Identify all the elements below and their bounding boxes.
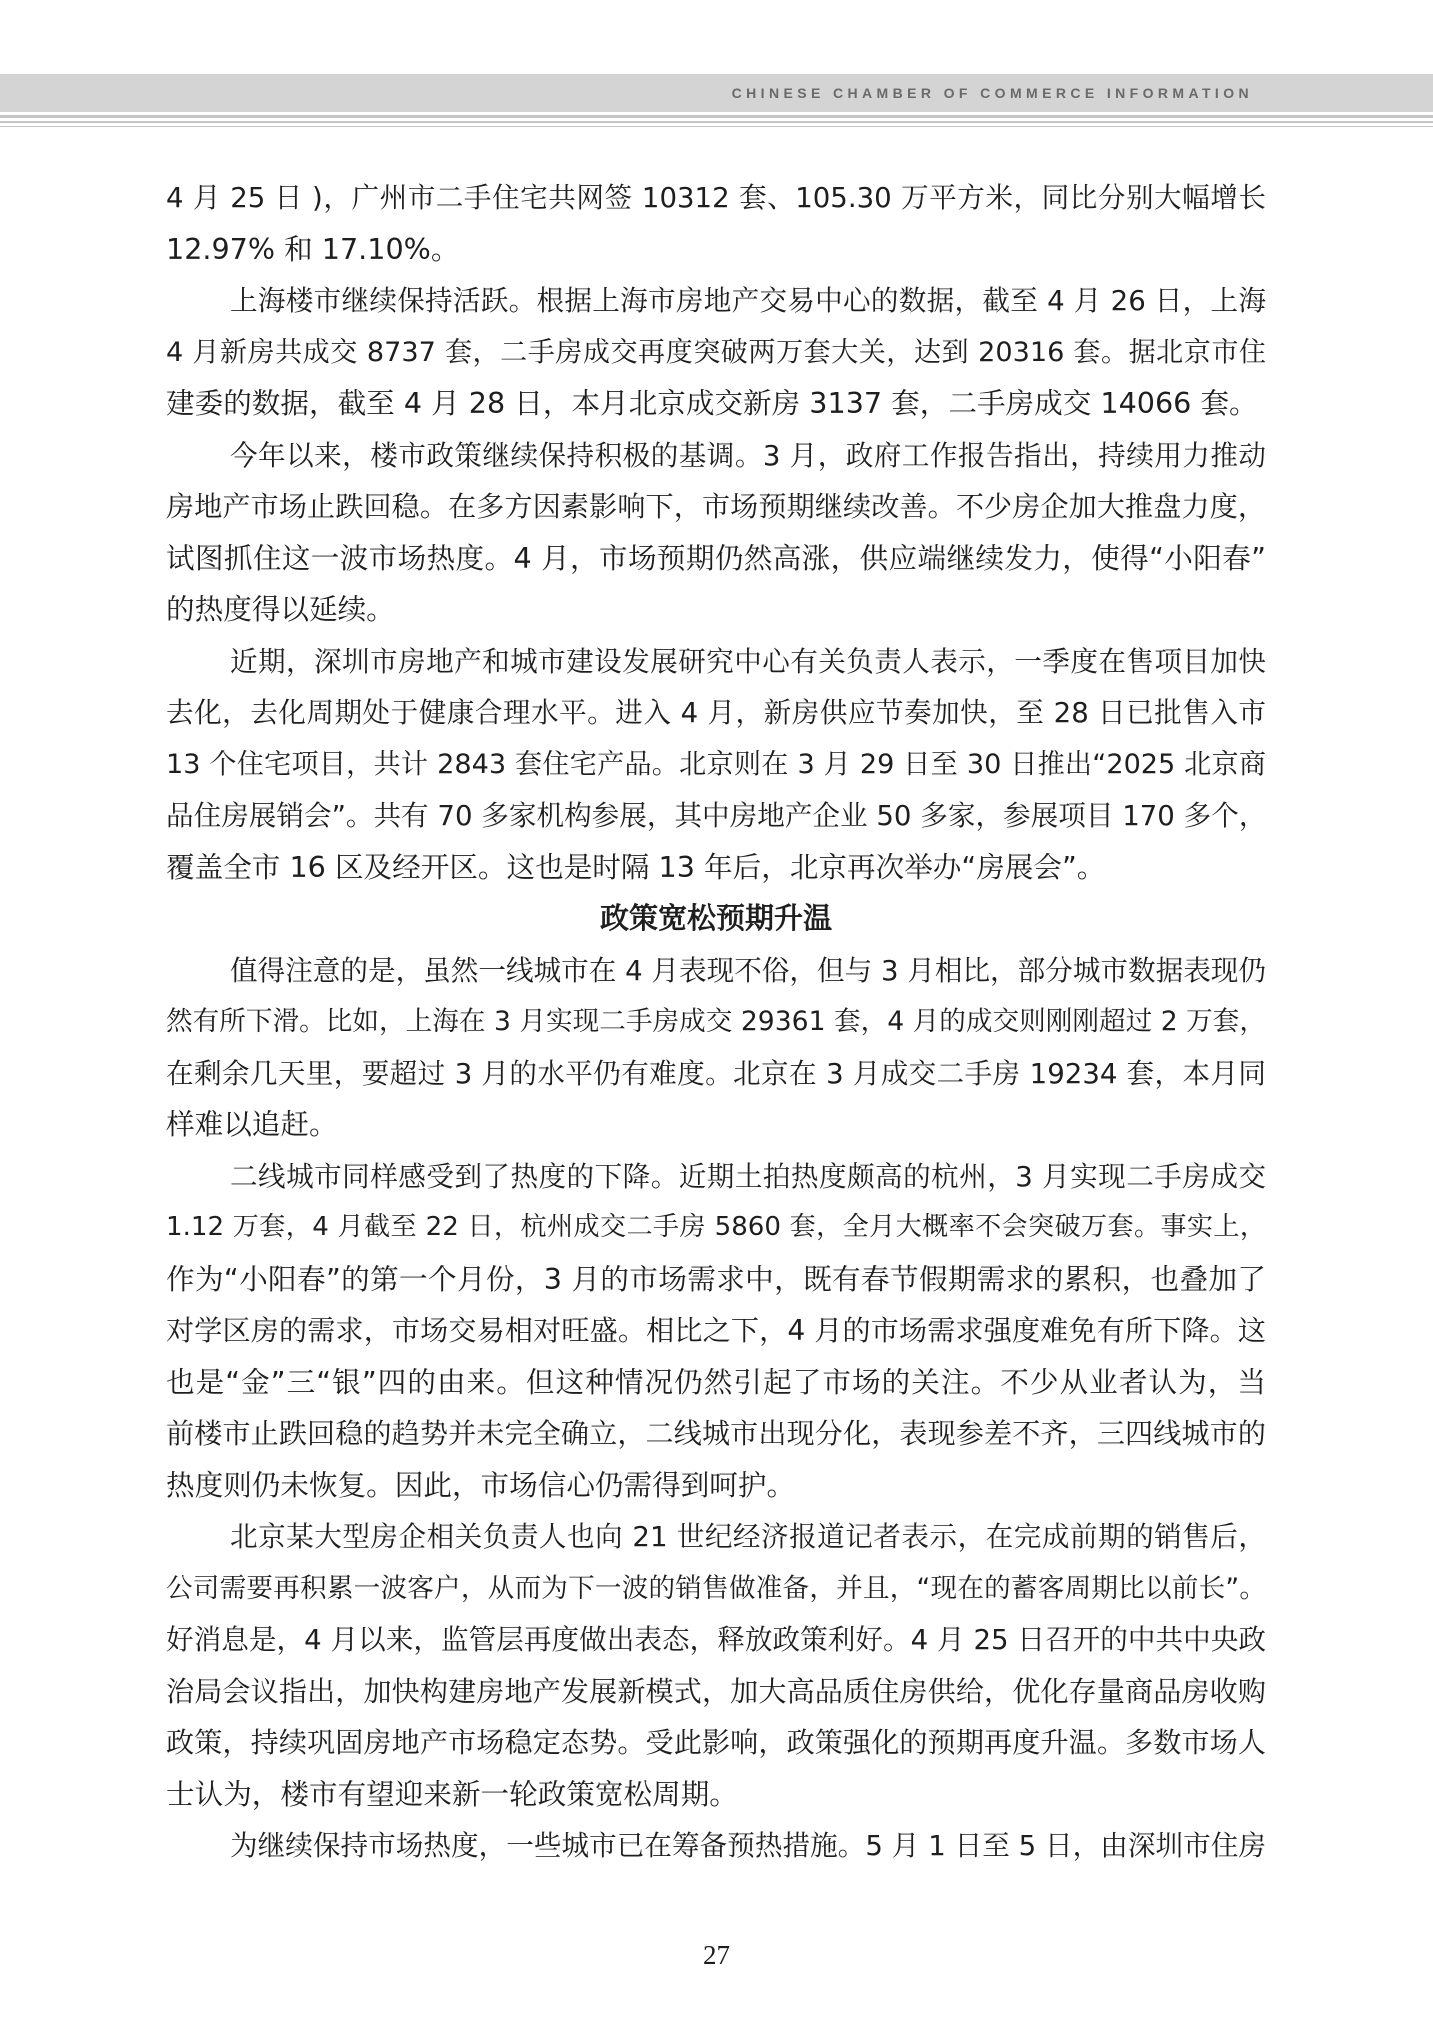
text-line: 作为“小阳春”的第一个月份，3 月的市场需求中，既有春节假期需求的累积，也叠加了 [166,1261,1266,1296]
text-line: 值得注意的是，虽然一线城市在 4 月表现不俗，但与 3 月相比，部分城市数据表现仍 [230,953,1266,987]
text-line: 二线城市同样感受到了热度的下降。近期土拍热度颇高的杭州，3 月实现二手房成交 [230,1159,1266,1193]
page-number: 27 [703,1940,730,1970]
text-line: 士认为，楼市有望迎来新一轮政策宽松周期。 [166,1776,738,1811]
text-line: 试图抓住这一波市场热度。4 月，市场预期仍然高涨，供应端继续发力，使得“小阳春” [166,540,1266,575]
text-line: 去化，去化周期处于健康合理水平。进入 4 月，新房供应节奏加快，至 28 日已批售入市 [166,696,1266,729]
section-heading: 政策宽松预期升温 [599,901,832,935]
text-line: 的热度得以延续。 [166,592,395,626]
text-line: 治局会议指出，加快构建房地产发展新模式，加大高品质住房供给，优化存量商品房收购 [166,1674,1266,1708]
text-line: 政策，持续巩固房地产市场稳定态势。受此影响，政策强化的预期再度升温。多数市场人 [166,1726,1266,1759]
text-line: 好消息是，4 月以来，监管层再度做出表态，释放政策利好。4 月 25 日召开的中共中央政 [166,1623,1266,1656]
text-line: 今年以来，楼市政策继续保持积极的基调。3 月，政府工作报告指出，持续用力推动 [230,438,1266,472]
text-line: 对学区房的需求，市场交易相对旺盛。相比之下，4 月的市场需求强度难免有所下降。这 [166,1314,1266,1347]
text-line: 覆盖全市 16 区及经开区。这也是时隔 13 年后，北京再次举办“房展会”。 [166,849,1106,884]
header-rule [0,115,1433,118]
text-line: 也是“金”三“银”四的由来。但这种情况仍然引起了市场的关注。不少从业者认为，当 [166,1364,1266,1399]
text-line: 为继续保持市场热度，一些城市已在筹备预热措施。5 月 1 日至 5 日，由深圳市住房 [230,1829,1266,1862]
text-line: 4 月新房共成交 8737 套，二手房成交再度突破两万套大关，达到 20316 套。据北京市住 [166,336,1266,368]
text-line: 然有所下滑。比如，上海在 3 月实现二手房成交 29361 套，4 月的成交则刚刚超过 2 万套， [166,1006,1266,1037]
article-body [166,172,1266,1872]
text-line: 13 个住宅项目，共计 2843 套住宅产品。北京则在 3 月 29 日至 30 日推出“2025 北京商 [166,748,1266,780]
text-line: 1.12 万套，4 月截至 22 日，杭州成交二手房 5860 套，全月大概率不会突破万套。事实上， [166,1212,1266,1242]
text-line: 4 月 25 日 )，广州市二手住宅共网签 10312 套、105.30 万平方米，同比分别大幅增长 [166,181,1266,214]
header-rule [0,121,1433,123]
text-line: 建委的数据，截至 4 月 28 日，本月北京成交新房 3137 套，二手房成交 14066 套。 [166,386,1258,420]
text-line: 前楼市止跌回稳的趋势并未完全确立，二线城市出现分化，表现参差不齐，三四线城市的 [166,1417,1266,1450]
running-title: CHINESE CHAMBER OF COMMERCE INFORMATION [731,85,1253,101]
text-line: 12.97% 和 17.10%。 [166,231,460,266]
text-line: 房地产市场止跌回稳。在多方因素影响下，市场预期继续改善。不少房企加大推盘力度， [166,490,1266,523]
text-line: 北京某大型房企相关负责人也向 21 世纪经济报道记者表示，在完成前期的销售后， [230,1520,1266,1553]
text-line: 样难以追赶。 [166,1107,338,1141]
header-rule [0,126,1433,127]
text-line: 公司需要再积累一波客户，从而为下一波的销售做准备，并且，“现在的蓄客周期比以前长”。 [166,1572,1266,1604]
text-line: 近期，深圳市房地产和城市建设发展研究中心有关负责人表示，一季度在售项目加快 [230,644,1266,678]
text-line: 热度则仍未恢复。因此，市场信心仍需得到呵护。 [166,1467,796,1502]
text-line: 品住房展销会”。共有 70 多家机构参展，其中房地产企业 50 多家，参展项目 170 多个， [166,799,1267,832]
text-line: 在剩余几天里，要超过 3 月的水平仍有难度。北京在 3 月成交二手房 19234 套，本月同 [166,1056,1266,1090]
text-line: 上海楼市继续保持活跃。根据上海市房地产交易中心的数据，截至 4 月 26 日，上海 [230,284,1266,317]
